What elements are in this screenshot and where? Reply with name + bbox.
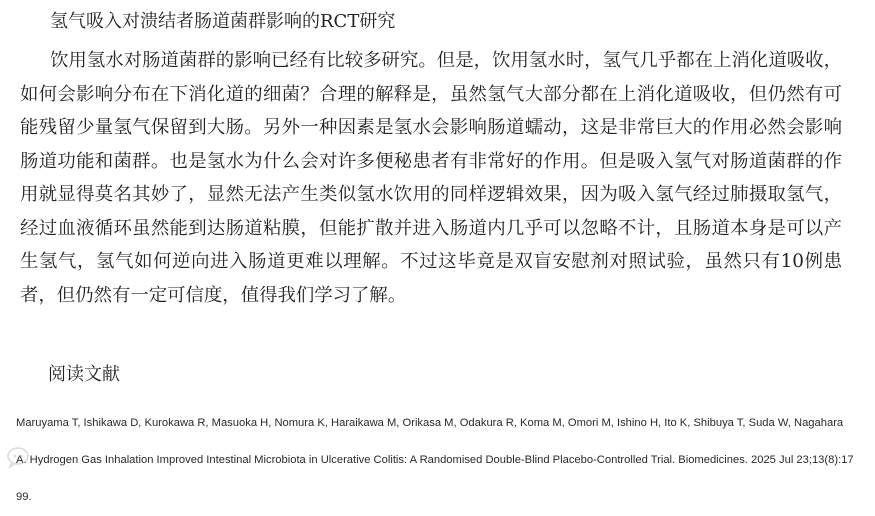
reference-citation: Maruyama T, Ishikawa D, Kurokawa R, Masuoka H, Nomura K, Haraikawa M, Orikasa M, Odakura R, Koma M, Omori M, Ishino H, Ito K, Shibuya T, Suda W, Nagahara A. Hydrogen Gas Inhalation Improved Intestinal Microbiota in Ulcerative Colitis: A Randomised Double-Blind Placebo-Controlled Trial. Biomedicines. 2025 Jul 23;13(8):1799. bbox=[16, 417, 854, 503]
references-heading: 阅读文献 bbox=[48, 364, 120, 385]
article-title: 氢气吸入对溃结者肠道菌群影响的RCT研究 bbox=[50, 11, 396, 32]
article-body: 饮用氢水对肠道菌群的影响已经有比较多研究。但是，饮用氢水时，氢气几乎都在上消化道吸收，如何会影响分布在下消化道的细菌？合理的解释是，虽然氢气大部分都在上消化道吸收，但仍然有可能残留少量氢气保留到大肠。另外一种因素是氢水会影响肠道蠕动，这是非常巨大的作用必然会影响肠道功能和菌群。也是氢水为什么会对许多便秘患者有非常好的作用。但是吸入氢气对肠道菌群的作用就显得莫名其妙了，显然无法产生类似氢水饮用的同样逻辑效果，因为吸入氢气经过肺摄取氢气，经过血液循环虽然能到达肠道粘膜，但能扩散并进入肠道内几乎可以忽略不计，且肠道本身是可以产生氢气，氢气如何逆向进入肠道更难以理解。不过这毕竟是双盲安慰剂对照试验，虽然只有10例患者，但仍然有一定可信度，值得我们学习了解。 bbox=[20, 50, 842, 306]
